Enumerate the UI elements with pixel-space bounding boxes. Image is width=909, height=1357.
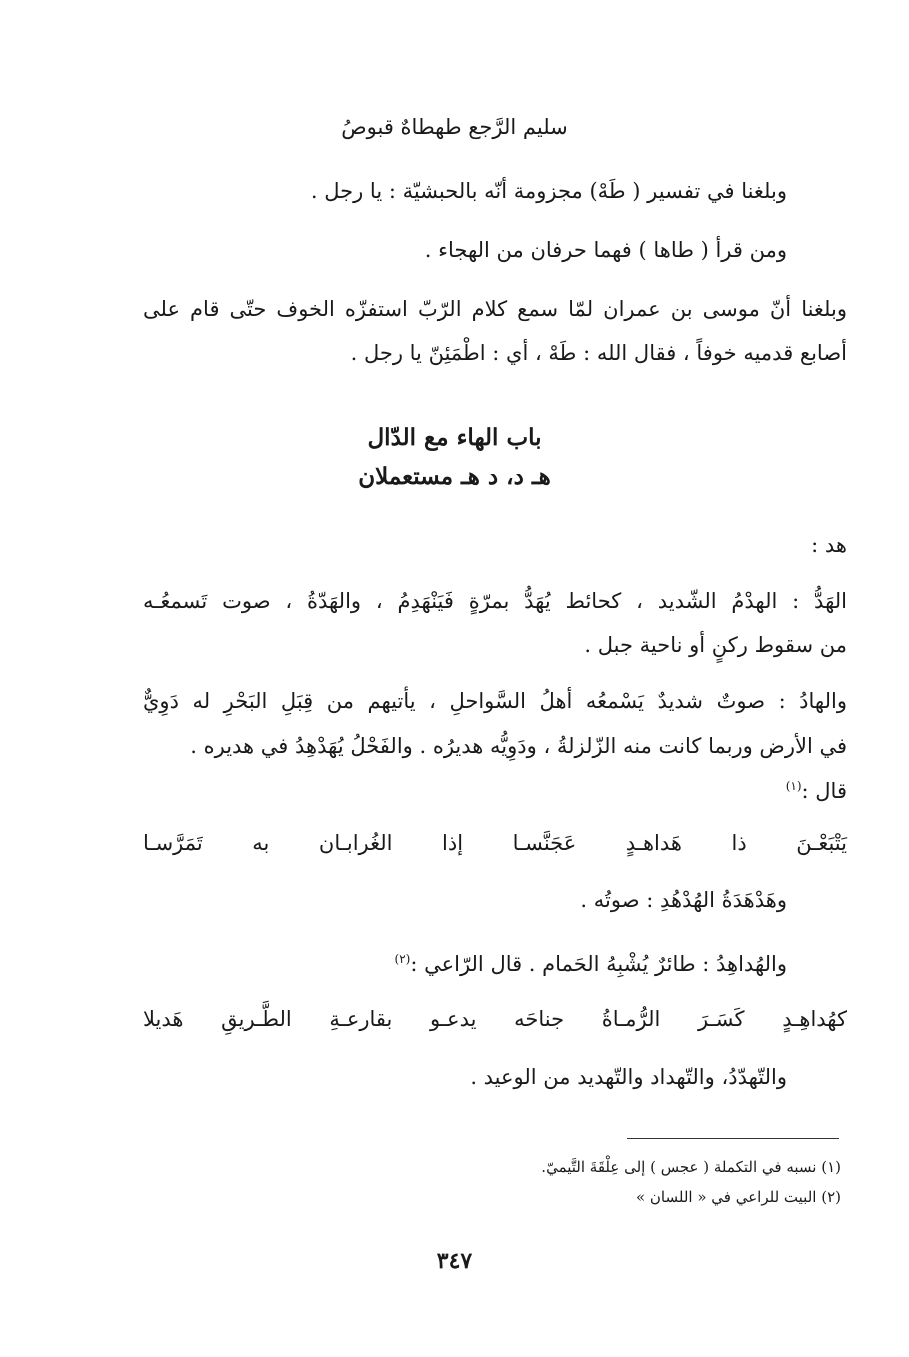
footnote-divider xyxy=(627,1138,839,1139)
entry-hadd-line1: الهَدُّ : الهدْمُ الشّديد ، كحائط يُهَدُّ بمرّةٍ فَيَنْهَدِمُ ، والهَدّةُ ، صوت تَسمعُـه xyxy=(143,589,847,613)
verse1-word: يَتْبَعْـنَ xyxy=(796,831,847,855)
footnote-2: (٢) البيت للراعي في « اللسان » xyxy=(635,1188,841,1206)
poetry-verse-2 xyxy=(143,1004,847,1034)
verse-top: سليم الرَّجع طهطاهٌ قبوصُ xyxy=(341,115,568,139)
verse2-word: كَسَـرَ xyxy=(698,1007,745,1031)
verse1-word: عَجَنَّسـا xyxy=(512,831,577,855)
entry-label-hd: هد : xyxy=(811,533,847,557)
paragraph-taha-reading: ومن قرأ ( طاها ) فهما حرفان من الهجاء . xyxy=(424,238,787,262)
paragraph-musa-line1: وبلغنا أنّ موسى بن عمران لمّا سمع كلام الرّبّ استفزّه الخوف حتّى قام على xyxy=(143,297,847,321)
entry-hadhada: وهَدْهَدَةُ الهُدْهُدِ : صوتُه . xyxy=(580,888,787,912)
section-heading: باب الهاء مع الدّال xyxy=(367,424,542,451)
qal-label: قال : xyxy=(801,779,847,803)
verse2-word: الطَّـريقِ xyxy=(221,1007,292,1031)
verse1-word: ذا xyxy=(731,831,747,855)
footnote-ref-2: (٢) xyxy=(394,952,411,966)
verse1-word: تَمَرَّسـا xyxy=(143,831,203,855)
entry-hadd-line2: من سقوط ركنٍ أو ناحية جبل . xyxy=(584,633,847,657)
verse1-word: إذا xyxy=(442,831,464,855)
page-number: ٣٤٧ xyxy=(436,1248,473,1274)
verse2-word: كهُداهِـدٍ xyxy=(782,1007,847,1031)
poetry-verse-1 xyxy=(143,828,847,858)
entry-hadd-sound-line1: والهادُ : صوتٌ شديدٌ يَسْمعُه أهلُ السَّواحلِ ، يأتيهم من قِبَلِ البَحْرِ له دَوِيٌّ xyxy=(143,689,847,713)
verse1-word: به xyxy=(252,831,270,855)
entry-hudahid xyxy=(395,944,788,979)
entry-tahaddud: والتّهدّدُ، والتّهداد والتّهديد من الوعيد . xyxy=(470,1065,787,1089)
verse1-word: هَداهـدٍ xyxy=(625,831,682,855)
verse1-word: الغُرابـان xyxy=(318,831,393,855)
entry-hadd-sound-line2: في الأرض وربما كانت منه الزّلزلةُ ، ودَوِيُّه هديرُه . والفَحْلُ يُهَدْهِدُ في هديره . xyxy=(190,734,847,758)
verse2-word: بقارعـةِ xyxy=(329,1007,393,1031)
verse2-word: هَديلا xyxy=(143,1007,184,1031)
verse2-word: الرُّمـاةُ xyxy=(601,1007,661,1031)
verse2-word: جناحَه xyxy=(514,1007,565,1031)
verse2-word: يدعـو xyxy=(430,1007,477,1031)
section-subheading: هـ د، د هـ مستعملان xyxy=(358,463,551,490)
footnote-ref-1: (١) xyxy=(785,779,802,793)
paragraph-taha-habashi: وبلغنا في تفسير ( طَهْ) مجزومة أنّه بالحبشيّة : يا رجل . xyxy=(310,179,787,203)
qal-line-1 xyxy=(786,771,847,806)
hudahid-text: والهُداهِدُ : طائرٌ يُشْبِهُ الحَمام . قال الرّاعي : xyxy=(410,952,787,976)
paragraph-musa-line2: أصابع قدميه خوفاً ، فقال الله : طَهْ ، أي : اطْمَئِنّ يا رجل . xyxy=(350,341,847,365)
footnote-1: (١) نسبه في التكملة ( عجس ) إلى عِلْقَةَ التَّيميّ. xyxy=(541,1158,841,1176)
